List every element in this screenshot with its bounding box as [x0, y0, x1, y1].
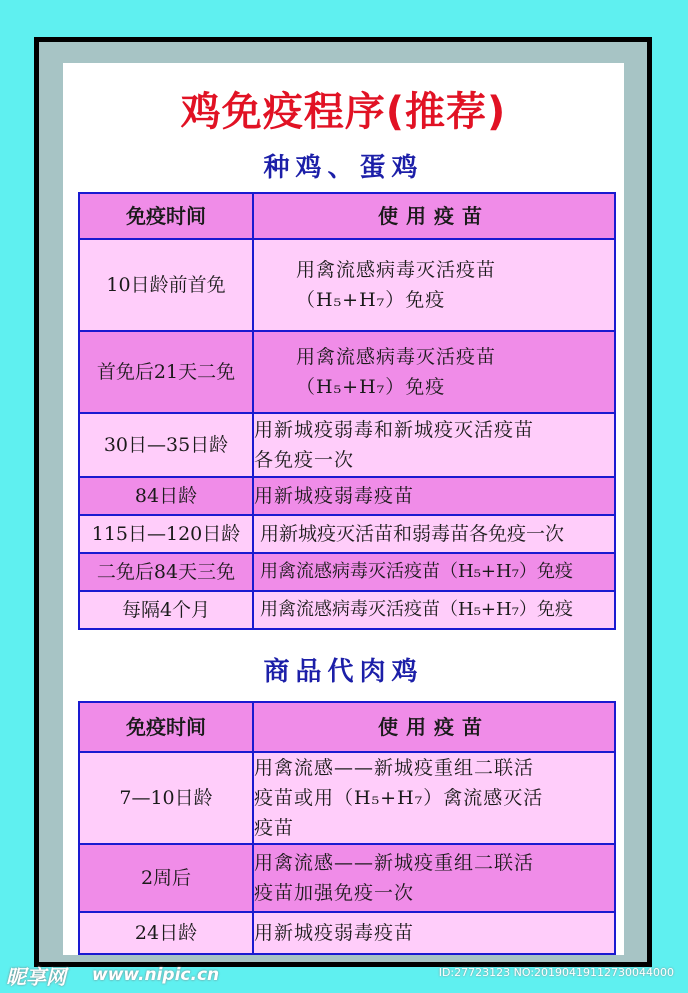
table-row — [79, 591, 615, 629]
cell-time: 首免后21天二免 — [79, 331, 253, 413]
vaccine-line: 用禽流感病毒灭活疫苗 — [296, 346, 497, 368]
cell-vaccine — [253, 752, 615, 844]
cell-time: 24日龄 — [79, 912, 253, 954]
vaccine-line: 疫苗或用（H₅+H₇）禽流感灭活 — [254, 787, 544, 809]
table-row — [79, 912, 615, 954]
watermark-logo: 昵享网 — [6, 965, 66, 989]
cell-time: 10日龄前首免 — [79, 239, 253, 331]
table-row — [79, 413, 615, 477]
column-header-vaccine: 使用疫苗 — [253, 702, 615, 752]
cell-time: 2周后 — [79, 844, 253, 912]
column-header-time: 免疫时间 — [79, 193, 253, 239]
cell-vaccine: 用新城疫灭活苗和弱毒苗各免疫一次 — [253, 515, 615, 553]
vaccine-line: （H₅+H₇）免疫 — [296, 376, 446, 398]
cell-time: 7—10日龄 — [79, 752, 253, 844]
cell-vaccine — [253, 331, 615, 413]
cell-time: 84日龄 — [79, 477, 253, 515]
schedule-table-broiler — [78, 701, 616, 955]
vaccine-line: 各免疫一次 — [254, 449, 355, 471]
cell-time: 30日—35日龄 — [79, 413, 253, 477]
cell-vaccine — [253, 413, 615, 477]
column-header-time: 免疫时间 — [79, 702, 253, 752]
table-header-row — [79, 193, 615, 239]
table-row — [79, 239, 615, 331]
vaccine-line: 疫苗加强免疫一次 — [254, 882, 415, 904]
watermark-id: ID:27723123 NO:20190419112730044000 — [438, 966, 674, 979]
column-header-vaccine: 使用疫苗 — [253, 193, 615, 239]
vaccine-line: 用禽流感病毒灭活疫苗 — [296, 259, 497, 281]
schedule-table-breeder-layer — [78, 192, 616, 630]
vaccine-line: 用禽流感——新城疫重组二联活 — [254, 757, 535, 779]
vaccine-line: 疫苗 — [254, 817, 295, 839]
poster-title: 鸡免疫程序(推荐) — [180, 89, 507, 135]
vaccine-line: 用禽流感——新城疫重组二联活 — [254, 852, 535, 874]
cell-vaccine: 用新城疫弱毒疫苗 — [253, 912, 615, 954]
cell-time: 115日—120日龄 — [79, 515, 253, 553]
vaccine-line: 用新城疫弱毒和新城疫灭活疫苗 — [254, 419, 535, 441]
table-row — [79, 515, 615, 553]
section-heading-broiler: 商品代肉鸡 — [263, 657, 424, 687]
table-row — [79, 844, 615, 912]
table-row — [79, 752, 615, 844]
cell-time: 二免后84天三免 — [79, 553, 253, 591]
table-row — [79, 477, 615, 515]
vaccine-line: （H₅+H₇）免疫 — [296, 289, 446, 311]
cell-vaccine — [253, 844, 615, 912]
cell-time: 每隔4个月 — [79, 591, 253, 629]
table-row — [79, 553, 615, 591]
table-row — [79, 331, 615, 413]
watermark-url: www.nipic.cn — [92, 965, 220, 985]
cell-vaccine — [253, 239, 615, 331]
table-header-row — [79, 702, 615, 752]
cell-vaccine: 用新城疫弱毒疫苗 — [253, 477, 615, 515]
cell-vaccine: 用禽流感病毒灭活疫苗（H₅+H₇）免疫 — [253, 591, 615, 629]
cell-vaccine: 用禽流感病毒灭活疫苗（H₅+H₇）免疫 — [253, 553, 615, 591]
section-heading-breeder-layer: 种鸡、蛋鸡 — [263, 153, 424, 183]
